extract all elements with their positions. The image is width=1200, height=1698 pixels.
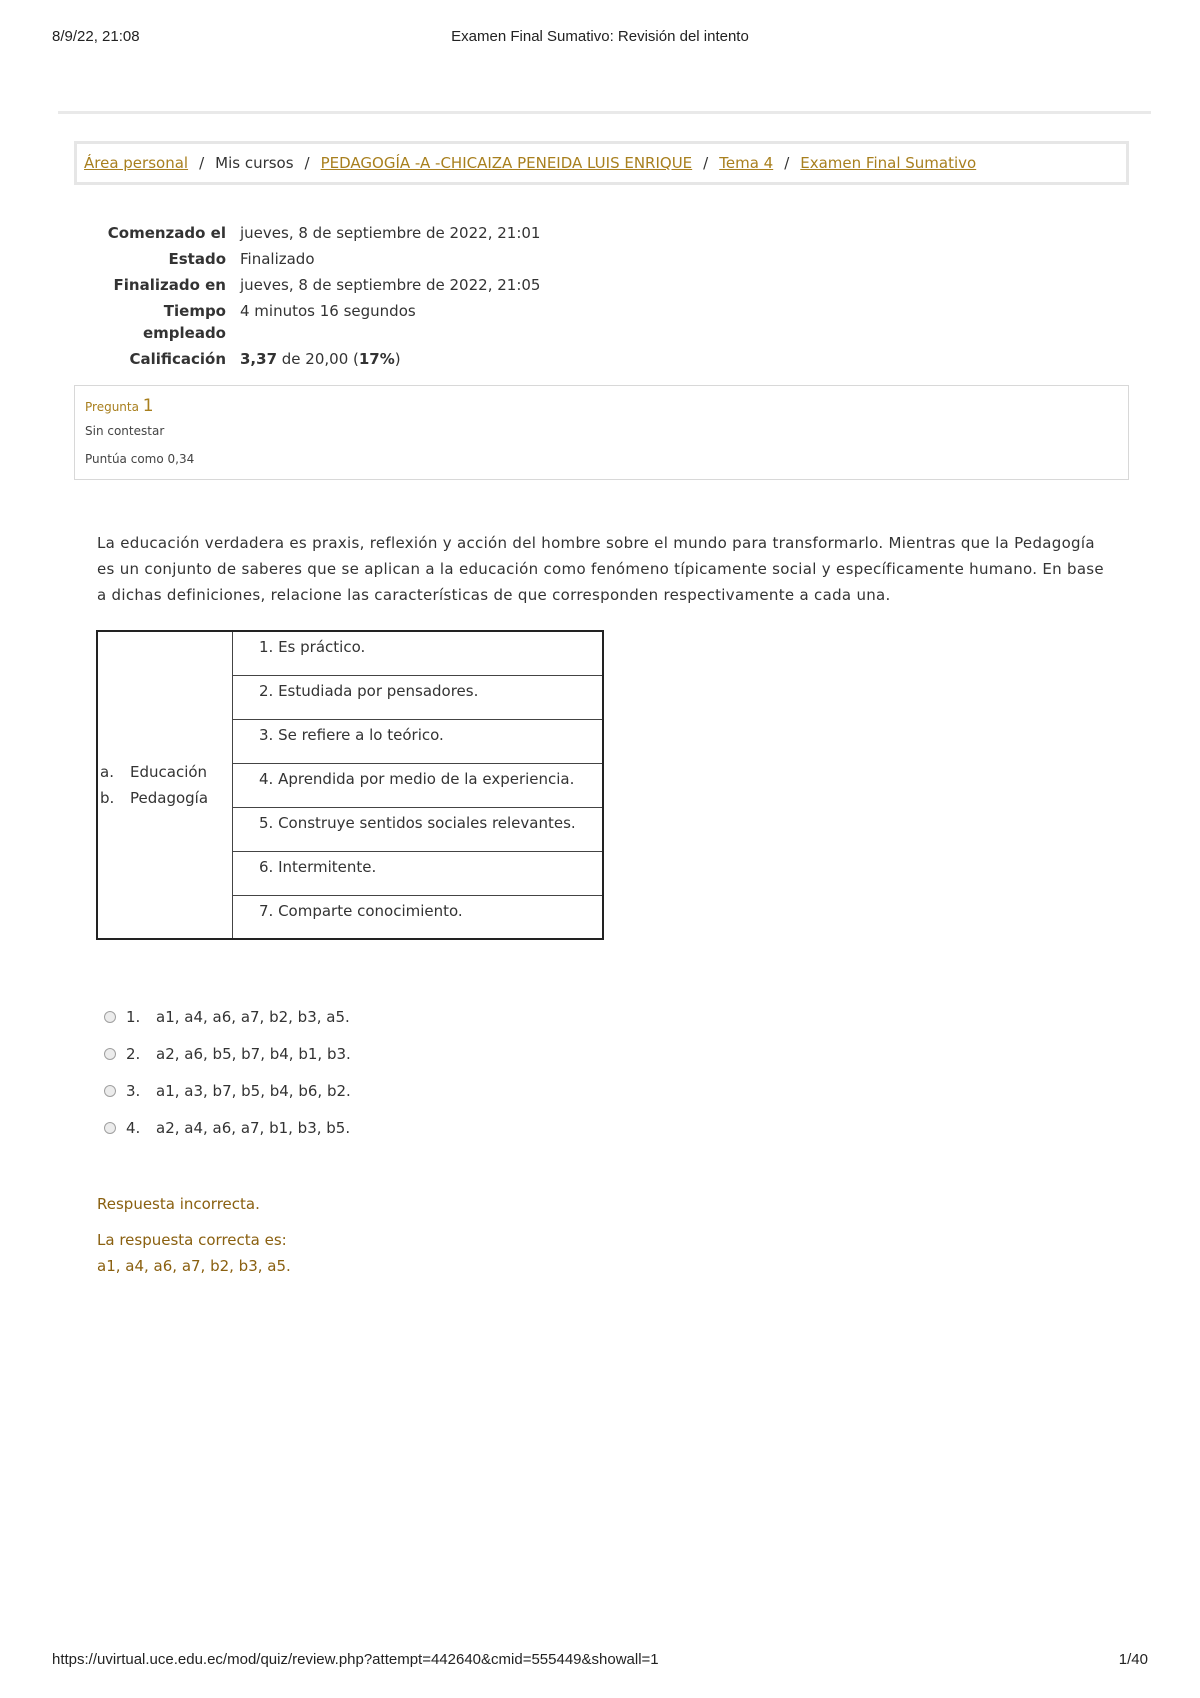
- question-info: [74, 385, 1129, 480]
- grade-close: ): [394, 350, 401, 368]
- answer-text: a1, a3, b7, b5, b4, b6, b2.: [156, 1081, 351, 1100]
- feedback-incorrect: Respuesta incorrecta.: [97, 1195, 260, 1213]
- answer-option[interactable]: [104, 998, 351, 1035]
- feedback-correct-label: La respuesta correcta es:: [97, 1231, 287, 1249]
- radio-button[interactable]: [104, 1122, 116, 1134]
- matching-table: [96, 630, 604, 940]
- summary-row-started: [90, 220, 540, 246]
- characteristic-item: 1. Es práctico.: [233, 631, 603, 675]
- breadcrumb-separator: /: [304, 154, 310, 172]
- radio-button[interactable]: [104, 1048, 116, 1060]
- state-value: Finalizado: [240, 250, 315, 268]
- print-title: Examen Final Sumativo: Revisión del intento: [451, 28, 749, 45]
- answer-option[interactable]: [104, 1109, 351, 1146]
- answer-number: 4.: [126, 1118, 141, 1137]
- breadcrumb-separator: /: [199, 154, 205, 172]
- question-number-value: 1: [142, 396, 154, 416]
- summary-row-state: [90, 246, 540, 272]
- started-label: Comenzado el: [107, 224, 226, 242]
- question-label: Pregunta: [85, 400, 139, 414]
- question-grade: Puntúa como 0,34: [85, 452, 195, 466]
- breadcrumb-course[interactable]: PEDAGOGÍA -A -CHICAIZA PENEIDA LUIS ENRIQUE: [320, 154, 693, 172]
- characteristic-item: 6. Intermitente.: [233, 851, 603, 895]
- grade-rest: de 20,00 (: [277, 350, 359, 368]
- breadcrumb-separator: /: [703, 154, 709, 172]
- breadcrumb-separator: /: [784, 154, 790, 172]
- header-divider: [58, 111, 1151, 114]
- answer-text: a1, a4, a6, a7, b2, b3, a5.: [156, 1007, 350, 1026]
- answer-option[interactable]: [104, 1072, 351, 1109]
- answer-option[interactable]: [104, 1035, 351, 1072]
- time-label: Tiempo empleado: [142, 302, 226, 342]
- time-value: 4 minutos 16 segundos: [240, 302, 416, 320]
- characteristic-item: 2. Estudiada por pensadores.: [233, 675, 603, 719]
- characteristic-item: 7. Comparte conocimiento.: [233, 895, 603, 939]
- answer-number: 1.: [126, 1007, 141, 1026]
- answer-options: [104, 998, 351, 1146]
- characteristic-item: 3. Se refiere a lo teórico.: [233, 719, 603, 763]
- concept-item: b. Pedagogía: [100, 789, 209, 807]
- answer-text: a2, a4, a6, a7, b1, b3, b5.: [156, 1118, 351, 1137]
- breadcrumb-quiz[interactable]: Examen Final Sumativo: [800, 154, 977, 172]
- grade-label: Calificación: [129, 350, 226, 368]
- question-number: [85, 396, 1118, 416]
- radio-button[interactable]: [104, 1085, 116, 1097]
- feedback: [97, 1195, 291, 1279]
- state-label: Estado: [168, 250, 226, 268]
- question-state: Sin contestar: [85, 424, 165, 438]
- radio-button[interactable]: [104, 1011, 116, 1023]
- grade-percent: 17%: [358, 350, 395, 368]
- answer-number: 3.: [126, 1081, 141, 1100]
- finished-value: jueves, 8 de septiembre de 2022, 21:05: [240, 276, 541, 294]
- characteristic-item: 5. Construye sentidos sociales relevantes.: [233, 807, 603, 851]
- grade-score: 3,37: [240, 350, 278, 368]
- breadcrumb: [74, 141, 1129, 185]
- print-url: https://uvirtual.uce.edu.ec/mod/quiz/review.php?attempt=442640&cmid=555449&showall=1: [52, 1651, 659, 1668]
- breadcrumb-mis-cursos: Mis cursos: [215, 154, 294, 172]
- question-text: La educación verdadera es praxis, reflexión y acción del hombre sobre el mundo para transformarlo. Mientras que la Pedagogía es un conjunto de saberes que se aplican a la educación como fenómeno típicamente social y específicamente humano. En base a dichas definiciones, relacione las características de que corresponden respectivamente a cada una.: [97, 534, 1104, 604]
- characteristic-item: 4. Aprendida por medio de la experiencia.: [233, 763, 603, 807]
- breadcrumb-area-personal[interactable]: Área personal: [84, 154, 189, 172]
- attempt-summary: [90, 220, 540, 372]
- finished-label: Finalizado en: [113, 276, 226, 294]
- print-datetime: 8/9/22, 21:08: [52, 28, 140, 45]
- answer-number: 2.: [126, 1044, 141, 1063]
- breadcrumb-tema[interactable]: Tema 4: [719, 154, 774, 172]
- started-value: jueves, 8 de septiembre de 2022, 21:01: [240, 224, 541, 242]
- grade-value: [240, 346, 540, 372]
- summary-row-finished: [90, 272, 540, 298]
- concepts-cell: [97, 631, 233, 939]
- summary-row-grade: [90, 346, 540, 372]
- feedback-correct-answer: a1, a4, a6, a7, b2, b3, a5.: [97, 1257, 291, 1275]
- summary-row-time: [90, 298, 540, 346]
- print-page-number: 1/40: [1118, 1651, 1148, 1668]
- concept-item: a. Educación: [100, 763, 208, 781]
- answer-text: a2, a6, b5, b7, b4, b1, b3.: [156, 1044, 351, 1063]
